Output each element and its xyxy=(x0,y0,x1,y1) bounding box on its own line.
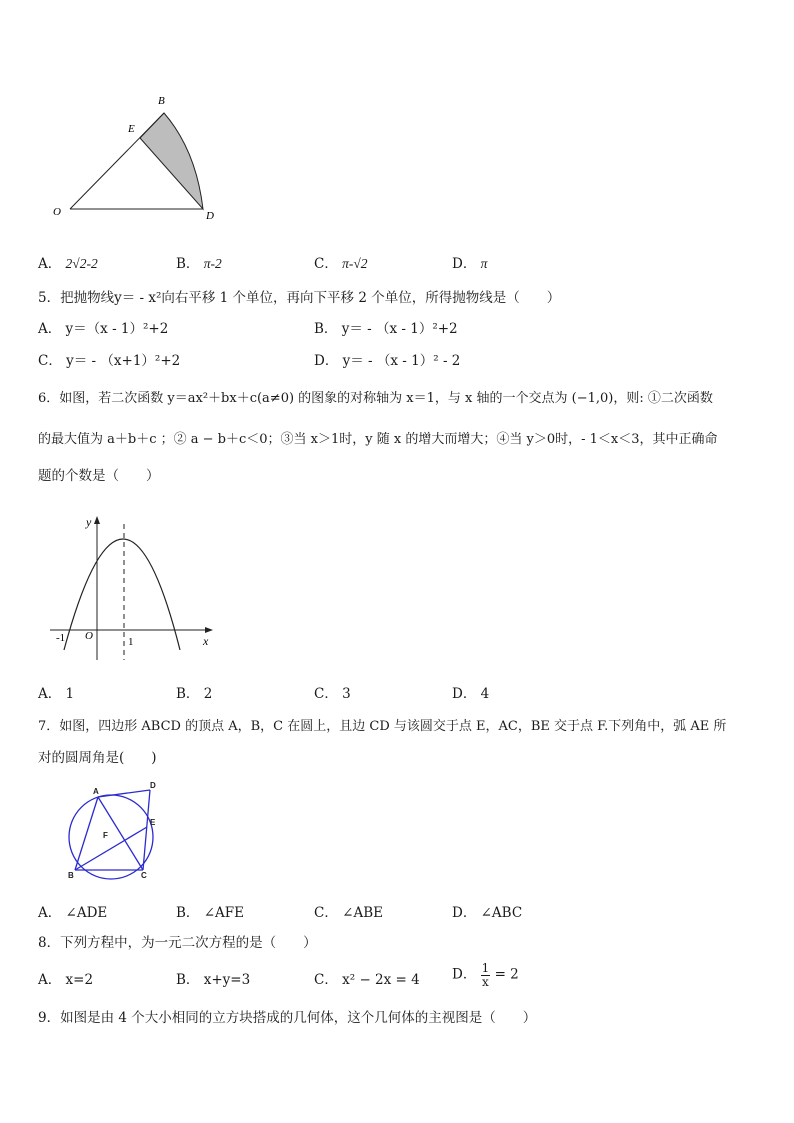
label-A: A xyxy=(93,787,99,796)
option-text: 2√2-2 xyxy=(65,256,98,271)
q9-stem: 9．如图是由 4 个大小相同的立方块搭成的几何体，这个几何体的主视图是（ ） xyxy=(38,1010,537,1026)
segment-DC xyxy=(143,790,150,870)
label-one: 1 xyxy=(128,636,134,648)
label-D: D xyxy=(206,210,214,222)
q7-option-d[interactable] xyxy=(452,907,522,921)
option-text: 3 xyxy=(342,686,351,702)
q7-stem-line2: 对的圆周角是( ) xyxy=(38,750,157,766)
label-F: F xyxy=(103,831,108,840)
label-O: O xyxy=(53,206,61,218)
q4-option-b[interactable] xyxy=(176,257,222,272)
q8-stem: 8．下列方程中，为一元二次方程的是（ ） xyxy=(38,935,317,951)
option-letter: A． xyxy=(38,972,62,988)
q8-option-c[interactable] xyxy=(314,974,420,988)
q5-option-b[interactable] xyxy=(314,323,458,337)
option-letter: D． xyxy=(452,686,477,702)
q6-stem-line2: 的最大值为 a＋b＋c ；② a − b＋c＜0；③当 x＞1时，y 随 x 的增大而增大；④当 y＞0时，- 1＜x＜3，其中正确命 xyxy=(38,432,718,447)
label-x: x xyxy=(203,634,209,648)
option-letter: C． xyxy=(314,905,338,921)
fraction xyxy=(481,962,491,988)
option-text: 1 xyxy=(65,686,75,702)
option-text: = 2 xyxy=(494,966,519,983)
option-letter: C． xyxy=(38,353,62,369)
q6-option-a[interactable] xyxy=(38,688,74,702)
option-letter: B． xyxy=(176,972,200,988)
q8-option-d[interactable] xyxy=(452,962,519,988)
option-letter: B． xyxy=(176,686,200,702)
x-axis-arrow-icon xyxy=(205,627,213,633)
label-B: B xyxy=(68,871,74,880)
label-C: C xyxy=(141,871,147,880)
q7-option-b[interactable] xyxy=(176,907,244,921)
q5-option-c[interactable] xyxy=(38,355,180,369)
q4-option-d[interactable] xyxy=(452,257,487,272)
q7-circle-figure xyxy=(58,778,178,890)
q4-sector-figure xyxy=(40,90,230,230)
option-text: y＝（x - 1）²+2 xyxy=(65,321,169,337)
option-letter: D． xyxy=(452,256,477,272)
q7-option-a[interactable] xyxy=(38,907,107,921)
option-letter: C． xyxy=(314,972,338,988)
option-text: ∠ABE xyxy=(342,905,383,921)
option-text: y＝ - （x+1）²+2 xyxy=(66,353,181,369)
label-B: B xyxy=(158,95,165,107)
option-text: y＝ - （x - 1）² - 2 xyxy=(342,353,461,369)
q6-option-c[interactable] xyxy=(314,688,351,702)
parabola-curve xyxy=(64,539,180,650)
option-letter: A． xyxy=(38,256,62,272)
q8-option-a[interactable] xyxy=(38,974,93,988)
option-letter: B． xyxy=(314,321,338,337)
y-axis-arrow-icon xyxy=(94,516,100,524)
label-E: E xyxy=(128,123,135,135)
option-letter: D． xyxy=(452,905,477,921)
fraction-numerator: 1 xyxy=(481,961,490,975)
label-neg-one: -1 xyxy=(56,632,66,644)
q6-stem-line1: 6．如图，若二次函数 y＝ax²＋bx＋c(a≠0) 的图象的对称轴为 x＝1，与 x 轴的一个交点为 (−1,0)，则: ①二次函数 xyxy=(38,391,713,406)
q5-stem: 5．把抛物线y＝ - x²向右平移 1 个单位，再向下平移 2 个单位，所得抛物线是（ ） xyxy=(38,290,561,306)
q8-option-b[interactable] xyxy=(176,974,250,988)
option-letter: C． xyxy=(314,256,338,272)
option-text: ∠AFE xyxy=(203,905,245,921)
option-text: ∠ADE xyxy=(65,905,108,921)
option-letter: A． xyxy=(38,686,62,702)
option-text: π xyxy=(480,256,488,271)
q6-parabola-graph xyxy=(45,510,225,665)
q6-option-d[interactable] xyxy=(452,688,489,702)
option-text: x² − 2x = 4 xyxy=(342,972,420,988)
option-text: π-√2 xyxy=(342,256,368,271)
option-letter: A． xyxy=(38,321,62,337)
option-letter: B． xyxy=(176,905,200,921)
label-y: y xyxy=(86,515,92,529)
label-origin: O xyxy=(85,630,93,642)
option-text: y＝ - （x - 1）²+2 xyxy=(341,321,458,337)
option-text: π-2 xyxy=(203,256,222,271)
q4-option-c[interactable] xyxy=(314,257,368,272)
q4-option-a[interactable] xyxy=(38,257,98,272)
q6-stem-line3: 题的个数是（ ） xyxy=(38,468,160,484)
segment-AD xyxy=(98,790,150,797)
label-E: E xyxy=(150,818,156,827)
option-letter: B． xyxy=(176,256,200,272)
option-text: 4 xyxy=(480,686,490,702)
option-text: 2 xyxy=(203,686,213,702)
segment-OB xyxy=(70,113,164,209)
q5-option-d[interactable] xyxy=(314,355,460,369)
option-text: x=2 xyxy=(65,972,94,988)
option-letter: A． xyxy=(38,905,62,921)
option-letter: D． xyxy=(314,353,339,369)
q7-stem-line1: 7．如图，四边形 ABCD 的顶点 A，B，C 在圆上，且边 CD 与该圆交于点 E，AC，BE 交于点 F.下列角中，弧 AE 所 xyxy=(38,719,727,734)
option-letter: C． xyxy=(314,686,338,702)
fraction-denominator: x xyxy=(482,974,489,989)
q7-option-c[interactable] xyxy=(314,907,383,921)
label-D: D xyxy=(150,781,156,790)
option-letter: D． xyxy=(452,966,477,983)
q5-option-a[interactable] xyxy=(38,323,168,337)
q6-option-b[interactable] xyxy=(176,688,212,702)
option-text: ∠ABC xyxy=(480,905,523,921)
segment-BE xyxy=(75,827,147,870)
option-text: x+y=3 xyxy=(203,972,251,988)
